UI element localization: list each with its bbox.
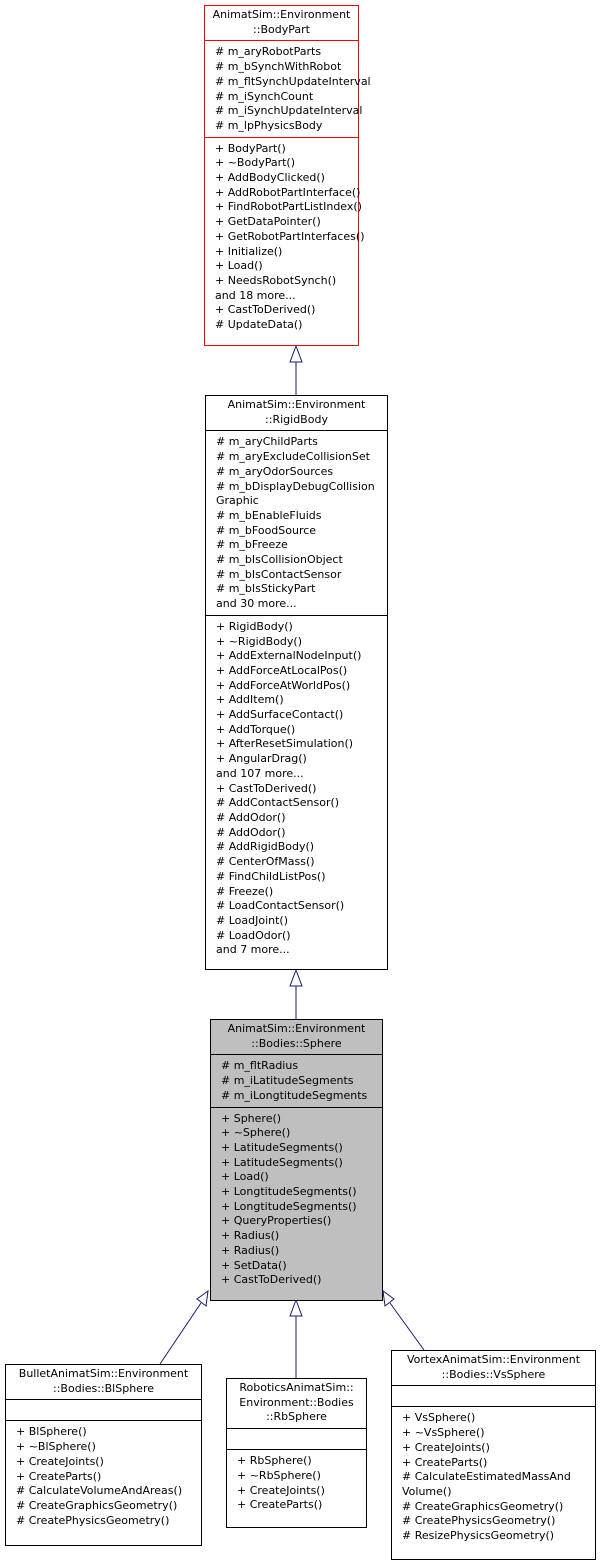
attribute-item: # m_bEnableFluids — [216, 508, 322, 522]
methods-section — [6, 1420, 201, 1531]
attribute-item: # m_iLongtitudeSegments — [221, 1088, 368, 1102]
method-item: + Radius() — [221, 1229, 280, 1243]
attribute-item: # m_aryExcludeCollisionSet — [216, 450, 370, 464]
class-title — [227, 1379, 366, 1428]
method-item: # CreatePhysicsGeometry() — [402, 1514, 556, 1528]
method-item: + AddRobotPartInterface() — [215, 185, 361, 199]
attribute-item: # m_iSynchUpdateInterval — [215, 104, 363, 118]
method-item: + ~BlSphere() — [16, 1440, 96, 1454]
attribute-item: # m_lpPhysicsBody — [215, 118, 323, 132]
method-item: # CalculateVolumeAndAreas() — [16, 1484, 183, 1498]
method-item: + NeedsRobotSynch() — [215, 273, 337, 287]
method-item: + CreateJoints() — [402, 1440, 490, 1454]
method-item: and 18 more... — [215, 288, 296, 302]
method-item: + AddExternalNodeInput() — [216, 649, 362, 663]
attributes-section — [211, 1054, 382, 1106]
method-item: # Freeze() — [216, 884, 274, 898]
method-item: + RigidBody() — [216, 619, 293, 633]
class-title — [211, 1020, 382, 1054]
class-box-bodypart[interactable] — [204, 5, 371, 346]
class-name-line: AnimatSim::Environment — [212, 8, 351, 21]
method-item: # UpdateData() — [215, 318, 303, 332]
method-item: + CreateParts() — [402, 1455, 488, 1469]
method-item: + AddItem() — [216, 693, 284, 707]
method-item: + AddBodyClicked() — [215, 171, 325, 185]
edge-rigidbody-to-bodypart — [290, 346, 302, 395]
attributes-section — [206, 430, 387, 614]
method-item: + CastToDerived() — [221, 1273, 322, 1287]
class-name-line: BulletAnimatSim::Environment — [18, 1367, 189, 1380]
method-item: + SetData() — [221, 1258, 287, 1272]
method-item: + Sphere() — [221, 1111, 282, 1125]
method-item: Volume() — [402, 1484, 452, 1498]
class-name-line: ::Bodies::VsSphere — [441, 1367, 546, 1381]
attribute-item: # m_bIsStickyPart — [216, 582, 316, 596]
attribute-item: # m_iLatitudeSegments — [221, 1074, 354, 1088]
class-name-line: RoboticsAnimatSim:: — [239, 1381, 354, 1394]
method-item: + CastToDerived() — [215, 303, 316, 317]
class-name-line: ::Bodies::BlSphere — [53, 1381, 154, 1395]
edge-sphere-to-rigidbody — [290, 970, 302, 1019]
method-item: # CreateGraphicsGeometry() — [16, 1498, 178, 1512]
method-item: # AddOdor() — [216, 825, 286, 839]
methods-section — [211, 1107, 382, 1291]
attribute-item: # m_bSynchWithRobot — [215, 60, 342, 74]
class-title — [205, 6, 358, 40]
attribute-item: # m_aryOdorSources — [216, 464, 334, 478]
method-item: and 7 more... — [216, 943, 290, 957]
method-item: + CreateParts() — [237, 1498, 323, 1512]
class-name-line: AnimatSim::Environment — [227, 1022, 366, 1035]
method-item: # AddContactSensor() — [216, 796, 340, 810]
class-box-rbsphere[interactable] — [226, 1378, 367, 1528]
attribute-item: # m_fltSynchUpdateInterval — [215, 74, 371, 88]
method-item: + VsSphere() — [402, 1411, 476, 1425]
method-item: # ResizePhysicsGeometry() — [402, 1529, 555, 1543]
method-item: + ~VsSphere() — [402, 1426, 485, 1440]
method-item: + ~RbSphere() — [237, 1468, 321, 1482]
method-item: + Radius() — [221, 1243, 280, 1257]
method-item: # LoadOdor() — [216, 928, 291, 942]
method-item: + AddSurfaceContact() — [216, 708, 344, 722]
edge-rbsphere-to-sphere — [290, 1300, 302, 1378]
method-item: + AngularDrag() — [216, 752, 307, 766]
method-item: + CreateParts() — [16, 1469, 102, 1483]
method-item: # CenterOfMass() — [216, 855, 315, 869]
method-item: # CalculateEstimatedMassAnd — [402, 1470, 571, 1484]
attribute-item: # m_bFreeze — [216, 538, 288, 552]
method-item: + FindRobotPartListIndex() — [215, 200, 362, 214]
method-item: + ~Sphere() — [221, 1126, 291, 1140]
methods-section — [227, 1449, 366, 1516]
method-item: + GetRobotPartInterfaces() — [215, 229, 365, 243]
method-item: + AddForceAtWorldPos() — [216, 678, 351, 692]
method-item: # AddOdor() — [216, 810, 286, 824]
method-item: + ~RigidBody() — [216, 634, 303, 648]
method-item: + ~BodyPart() — [215, 156, 295, 170]
class-name-line: Environment::Bodies — [239, 1395, 354, 1409]
method-item: # CreatePhysicsGeometry() — [16, 1513, 170, 1527]
methods-section — [206, 615, 387, 961]
method-item: + QueryProperties() — [221, 1214, 332, 1228]
edge-vssphere-to-sphere — [383, 1291, 424, 1350]
attribute-item: # m_iSynchCount — [215, 89, 314, 103]
attributes-section — [205, 40, 371, 136]
class-box-blsphere[interactable] — [5, 1364, 202, 1546]
method-item: + Load() — [221, 1170, 269, 1184]
method-item: + LongtitudeSegments() — [221, 1199, 357, 1213]
method-item: and 107 more... — [216, 766, 304, 780]
attribute-item: and 30 more... — [216, 597, 297, 611]
method-item: + AddTorque() — [216, 722, 296, 736]
class-name-line: ::Bodies::Sphere — [251, 1036, 342, 1050]
attributes-section — [6, 1399, 201, 1420]
method-item: # LoadJoint() — [216, 913, 288, 927]
class-name-line: ::RbSphere — [266, 1410, 327, 1424]
class-box-vssphere[interactable] — [391, 1350, 596, 1560]
attribute-item: # m_bIsCollisionObject — [216, 553, 343, 567]
method-item: + BodyPart() — [215, 141, 286, 155]
method-item: # CreateGraphicsGeometry() — [402, 1499, 564, 1513]
method-item: # LoadContactSensor() — [216, 899, 345, 913]
class-name-line: ::BodyPart — [253, 22, 310, 36]
method-item: + Initialize() — [215, 244, 283, 258]
attribute-item: # m_bFoodSource — [216, 523, 317, 537]
attribute-item: # m_bIsContactSensor — [216, 567, 342, 581]
method-item: + GetDataPointer() — [215, 215, 321, 229]
method-item: + CreateJoints() — [16, 1454, 104, 1468]
method-item: # FindChildListPos() — [216, 869, 326, 883]
attribute-item: # m_fltRadius — [221, 1059, 299, 1073]
method-item: + CreateJoints() — [237, 1483, 325, 1497]
class-box-sphere[interactable] — [210, 1019, 383, 1301]
class-title — [206, 396, 387, 430]
method-item: + LongtitudeSegments() — [221, 1185, 357, 1199]
class-name-line: AnimatSim::Environment — [227, 398, 366, 411]
method-item: + AfterResetSimulation() — [216, 737, 354, 751]
method-item: + AddForceAtLocalPos() — [216, 663, 348, 677]
attributes-section — [227, 1428, 366, 1449]
attribute-item: # m_aryChildParts — [216, 435, 318, 449]
method-item: + LatitudeSegments() — [221, 1140, 343, 1154]
attribute-item: # m_aryRobotParts — [215, 45, 322, 59]
edge-blsphere-to-sphere — [160, 1291, 208, 1364]
attribute-item: # m_bDisplayDebugCollision — [216, 479, 375, 493]
methods-section — [205, 137, 365, 336]
class-name-line: ::RigidBody — [265, 412, 328, 426]
method-item: + RbSphere() — [237, 1454, 312, 1468]
method-item: + CastToDerived() — [216, 781, 317, 795]
class-title — [6, 1365, 201, 1399]
method-item: + LatitudeSegments() — [221, 1155, 343, 1169]
method-item: + BlSphere() — [16, 1425, 87, 1439]
method-item: # AddRigidBody() — [216, 840, 315, 854]
method-item: + Load() — [215, 259, 263, 273]
class-box-rigidbody[interactable] — [205, 395, 388, 970]
attributes-section — [392, 1385, 595, 1406]
class-name-line: VortexAnimatSim::Environment — [406, 1353, 581, 1366]
methods-section — [392, 1406, 595, 1546]
class-title — [392, 1351, 595, 1385]
attribute-item: Graphic — [216, 494, 259, 508]
